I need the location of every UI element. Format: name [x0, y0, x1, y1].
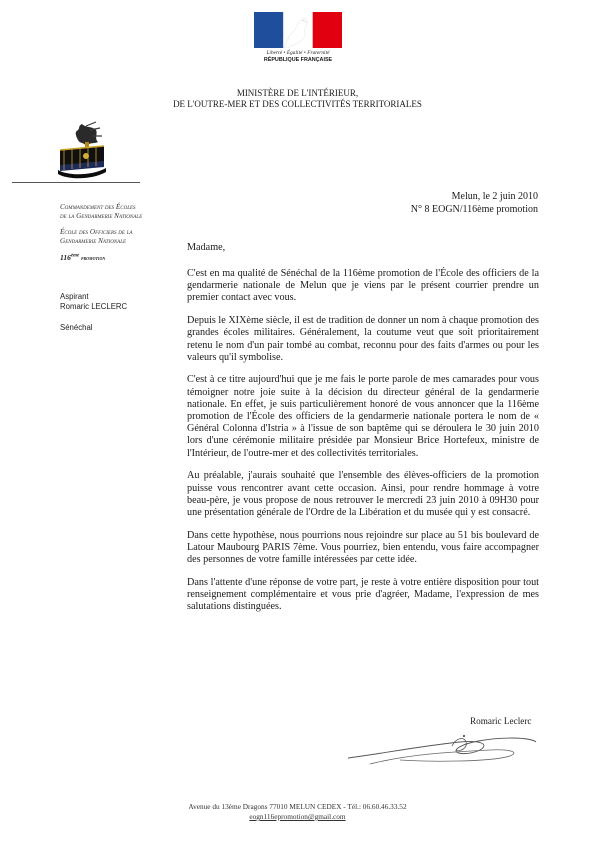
republic-motto: Liberté • Égalité • Fraternité [266, 50, 330, 56]
place-date-block [360, 190, 538, 216]
ministry-heading [150, 88, 445, 110]
salutation: Madame, [187, 242, 226, 253]
letter-paragraph: C'est en ma qualité de Sénéchal de la 116ème promotion de l'École des officiers de la gendarmerie nationale de Melun que je viens par le présent courrier prendre un premier contact avec vous. [187, 268, 539, 304]
letter-paragraph: Au préalable, j'aurais souhaité que l'ensemble des élèves-officiers de la promotion puisse vous rencontrer avant cette occasion. Ainsi, pour rendre hommage à votre beau-père, je vous propose de nous retrouver le mercredi 23 juin 2010 à 09H30 pour une présentation générale de l'Ordre de la Libération et du musée qui y est consacré. [187, 470, 539, 518]
school-line-3: École des Officiers de la [60, 228, 133, 236]
promotion-number: 116 [60, 253, 71, 262]
school-line-2: de la Gendarmerie Nationale [60, 212, 143, 220]
author-rank: Aspirant [60, 292, 89, 301]
ministry-line-2: DE L'OUTRE-MER ET DES COLLECTIVITÉS TERRITORIALES [173, 99, 422, 109]
marianne-flag-icon [254, 12, 342, 48]
place-date: Melun, le 2 juin 2010 [451, 191, 538, 202]
footer-address: Avenue du 13ème Dragons 77010 MELUN CEDEX - Tél.: 06.60.46.33.52 [188, 802, 407, 811]
letter-footer [130, 802, 465, 822]
kepi-with-plume-icon [52, 120, 112, 182]
letter-paragraph: Dans l'attente d'une réponse de votre part, je reste à votre entière disposition pour tout renseignement complémentaire et vous prie d'agréer, Madame, l'expression de mes salutations distinguées. [187, 576, 539, 613]
promotion-label [60, 253, 175, 262]
author-role: Sénéchal [60, 323, 93, 332]
ministry-line-1: MINISTÈRE DE L'INTÉRIEUR, [236, 88, 359, 98]
republic-name: RÉPUBLIQUE FRANÇAISE [263, 57, 333, 63]
letter-paragraph: Depuis le XIXème siècle, il est de tradition de donner un nom à chaque promotion des grandes écoles militaires. Généralement, la coutume veut que soit prioritairement retenu le nom d'un pair tombé au combat, reconnu pour des faits d'armes ou pour les valeurs qu'il symbolise. [187, 315, 539, 363]
sidebar-divider [12, 182, 140, 183]
signature-name: Romaric Leclerc [470, 716, 532, 726]
handwritten-signature-icon [340, 724, 540, 774]
footer-email-link[interactable]: eogn116epromotion@gmail.com [249, 812, 346, 821]
reference-number: N° 8 EOGN/116ème promotion [410, 204, 538, 215]
school-line-1: Commandement des Écoles [60, 203, 136, 211]
school-line-4: Gendarmerie Nationale [60, 237, 127, 245]
promotion-word: promotion [81, 255, 106, 262]
republique-logo [254, 12, 342, 63]
letter-body [187, 268, 539, 624]
command-schools-label [60, 203, 175, 221]
letter-paragraph: C'est à ce titre aujourd'hui que je me fais le porte parole de mes camarades pour vous témoigner notre joie suite à la décision du directeur général de la gendarmerie nationale. En effet, je suis particulièrement honoré de vous annoncer que la 116ème promotion de l'École des officiers de la gendarmerie nationale portera le nom de « Général Colonna d'Istria » à l'issue de son baptême qui se déroulera le 30 juin 2010 lors d'une cérémonie militaire présidée par Monsieur Brice Hortefeux, ministre de l'Intérieur, de l'outre-mer et des collectivités territoriales. [187, 374, 539, 459]
letter-paragraph: Dans cette hypothèse, nous pourrions nous rejoindre sur place au 51 bis boulevard de Latour Maubourg PARIS 7ème. Vous pourriez, bien entendu, vous faire accompagner des personnes de votre famille intéressées par cette idée. [187, 529, 539, 566]
officer-school-label [60, 228, 175, 246]
author-block [60, 292, 127, 312]
promotion-suffix: ème [70, 253, 80, 259]
author-name: Romaric LECLERC [60, 302, 128, 311]
